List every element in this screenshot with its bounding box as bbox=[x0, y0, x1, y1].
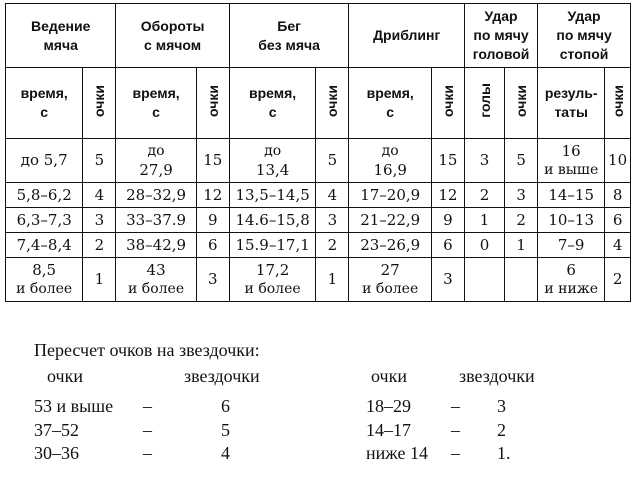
range-stars: 1. bbox=[497, 443, 511, 463]
subheader-points: очки bbox=[83, 68, 116, 139]
cell-results: 10–13 bbox=[538, 208, 605, 233]
cell-time: до 13,4 bbox=[229, 139, 316, 183]
cell-time: до 27,9 bbox=[116, 139, 196, 183]
range-dash: – bbox=[143, 443, 152, 463]
cell-points: 5 bbox=[83, 139, 116, 183]
cell-points: 9 bbox=[196, 208, 229, 233]
range-dash: – bbox=[143, 396, 152, 416]
col-header-points-right: очки bbox=[371, 366, 407, 386]
subheader-time: время, с bbox=[229, 68, 316, 139]
header-header-strike: Удар по мячу головой bbox=[464, 4, 537, 68]
cell-goals: 3 bbox=[464, 139, 504, 183]
cell-time: 13,5–14,5 bbox=[229, 183, 316, 208]
range-points: 37–52 bbox=[34, 420, 79, 440]
subheader-row bbox=[6, 68, 631, 139]
cell-time: 17–20,9 bbox=[349, 183, 432, 208]
cell-points: 3 bbox=[83, 208, 116, 233]
range-stars: 2 bbox=[497, 420, 506, 440]
header-ball-spins: Обороты с мячом bbox=[116, 4, 229, 68]
cell-points bbox=[505, 258, 538, 302]
range-dash: – bbox=[451, 396, 460, 416]
cell-points: 2 bbox=[316, 233, 349, 258]
cell-points: 12 bbox=[196, 183, 229, 208]
subheader-points: очки bbox=[316, 68, 349, 139]
cell-points: 3 bbox=[316, 208, 349, 233]
range-stars: 6 bbox=[221, 396, 230, 416]
range-dash: – bbox=[451, 443, 460, 463]
subheader-time: время, с bbox=[6, 68, 83, 139]
cell-time: до 5,7 bbox=[6, 139, 83, 183]
cell-points: 3 bbox=[196, 258, 229, 302]
cell-goals: 2 bbox=[464, 183, 504, 208]
header-run: Бег без мяча bbox=[229, 4, 349, 68]
cell-goals: 1 bbox=[464, 208, 504, 233]
cell-points: 2 bbox=[83, 233, 116, 258]
cell-points: 2 bbox=[605, 258, 631, 302]
range-dash: – bbox=[143, 420, 152, 440]
cell-results: 14–15 bbox=[538, 183, 605, 208]
cell-points: 6 bbox=[196, 233, 229, 258]
cell-time: 23–26,9 bbox=[349, 233, 432, 258]
stars-title: Пересчет очков на звездочки: bbox=[34, 340, 260, 360]
cell-time: 17,2 и более bbox=[229, 258, 316, 302]
col-header-points-left: очки bbox=[47, 366, 83, 386]
cell-time: 33–37.9 bbox=[116, 208, 196, 233]
range-stars: 5 bbox=[221, 420, 230, 440]
subheader-points: очки bbox=[505, 68, 538, 139]
cell-points: 2 bbox=[505, 208, 538, 233]
cell-points: 6 bbox=[605, 208, 631, 233]
cell-goals bbox=[464, 258, 504, 302]
range-points: 30–36 bbox=[34, 443, 79, 463]
col-header-stars-right: звездочки bbox=[459, 366, 535, 386]
cell-time: 28–32,9 bbox=[116, 183, 196, 208]
cell-points: 10 bbox=[605, 139, 631, 183]
cell-time: 14.6–15,8 bbox=[229, 208, 316, 233]
cell-points: 3 bbox=[505, 183, 538, 208]
cell-points: 6 bbox=[431, 233, 464, 258]
table-row bbox=[6, 183, 631, 208]
range-dash: – bbox=[451, 420, 460, 440]
cell-points: 5 bbox=[316, 139, 349, 183]
cell-goals: 0 bbox=[464, 233, 504, 258]
cell-time: 7,4–8,4 bbox=[6, 233, 83, 258]
range-stars: 4 bbox=[221, 443, 230, 463]
cell-time: 15.9–17,1 bbox=[229, 233, 316, 258]
cell-points: 1 bbox=[316, 258, 349, 302]
range-points: 18–29 bbox=[366, 396, 411, 416]
cell-points: 9 bbox=[431, 208, 464, 233]
cell-results: 16 и выше bbox=[538, 139, 605, 183]
header-dribbling: Дриблинг bbox=[349, 4, 465, 68]
range-stars: 3 bbox=[497, 396, 506, 416]
cell-points: 5 bbox=[505, 139, 538, 183]
subheader-points: очки bbox=[431, 68, 464, 139]
cell-points: 3 bbox=[431, 258, 464, 302]
header-foot-strike: Удар по мячу стопой bbox=[538, 4, 631, 68]
cell-points: 1 bbox=[83, 258, 116, 302]
header-row bbox=[6, 4, 631, 68]
cell-points: 1 bbox=[505, 233, 538, 258]
cell-results: 7–9 bbox=[538, 233, 605, 258]
cell-points: 4 bbox=[316, 183, 349, 208]
range-points: ниже 14 bbox=[366, 443, 428, 463]
table-row bbox=[6, 258, 631, 302]
subheader-points: очки bbox=[196, 68, 229, 139]
range-points: 53 и выше bbox=[34, 396, 114, 416]
header-ball-control: Ведение мяча bbox=[6, 4, 116, 68]
cell-time: 6,3–7,3 bbox=[6, 208, 83, 233]
cell-points: 12 bbox=[431, 183, 464, 208]
cell-time: 21–22,9 bbox=[349, 208, 432, 233]
scores-table bbox=[5, 3, 631, 302]
subheader-time: время, с bbox=[116, 68, 196, 139]
table-row bbox=[6, 139, 631, 183]
subheader-goals: голы bbox=[464, 68, 504, 139]
cell-time: 5,8–6,2 bbox=[6, 183, 83, 208]
cell-points: 8 bbox=[605, 183, 631, 208]
table-row bbox=[6, 208, 631, 233]
cell-time: 43 и более bbox=[116, 258, 196, 302]
col-header-stars-left: звездочки bbox=[184, 366, 260, 386]
cell-time: до 16,9 bbox=[349, 139, 432, 183]
cell-time: 38–42,9 bbox=[116, 233, 196, 258]
table-row bbox=[6, 233, 631, 258]
cell-points: 15 bbox=[431, 139, 464, 183]
subheader-points: очки bbox=[605, 68, 631, 139]
cell-time: 27 и более bbox=[349, 258, 432, 302]
cell-points: 4 bbox=[83, 183, 116, 208]
subheader-results: резуль- таты bbox=[538, 68, 605, 139]
range-points: 14–17 bbox=[366, 420, 411, 440]
cell-results: 6 и ниже bbox=[538, 258, 605, 302]
cell-time: 8,5 и более bbox=[6, 258, 83, 302]
subheader-time: время, с bbox=[349, 68, 432, 139]
cell-points: 4 bbox=[605, 233, 631, 258]
cell-points: 15 bbox=[196, 139, 229, 183]
